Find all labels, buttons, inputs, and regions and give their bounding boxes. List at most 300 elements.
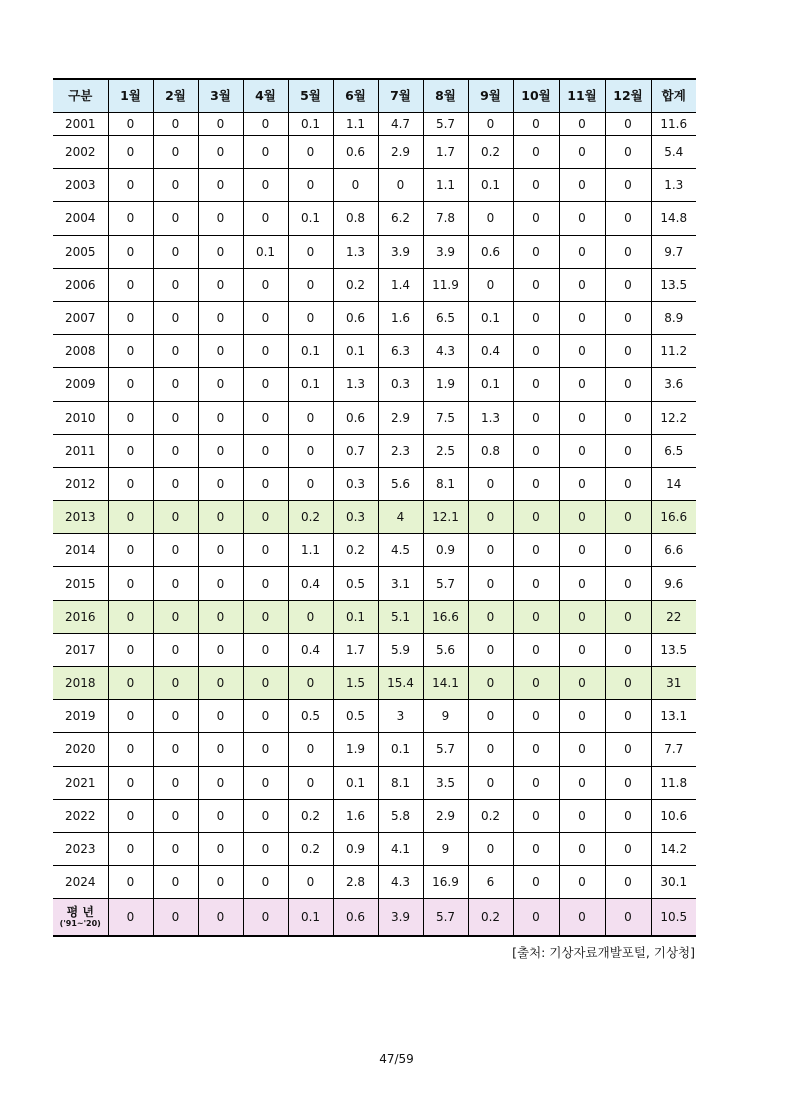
table-row [53,700,696,733]
value-cell: 0 [108,136,153,169]
table-row [53,600,696,633]
value-cell: 0.1 [243,235,288,268]
value-cell: 1.4 [378,268,423,301]
value-cell: 0.8 [468,434,513,467]
value-cell: 0 [198,368,243,401]
value-cell: 0 [605,401,651,434]
year-cell: 2023 [53,832,108,865]
value-cell: 5.8 [378,799,423,832]
value-cell: 0.2 [333,268,378,301]
year-cell: 2017 [53,633,108,666]
value-cell: 0 [153,799,198,832]
value-cell: 0 [468,567,513,600]
year-cell: 2022 [53,799,108,832]
table-row [53,268,696,301]
value-cell: 0 [108,534,153,567]
value-cell: 0 [108,633,153,666]
table-row [53,301,696,334]
value-cell: 0 [559,534,605,567]
table-row [53,202,696,235]
value-cell: 0 [108,169,153,202]
value-cell: 0 [198,700,243,733]
value-cell: 0 [288,467,333,500]
value-cell: 0 [243,202,288,235]
value-cell: 0.3 [333,467,378,500]
value-cell: 0 [243,301,288,334]
year-cell: 2014 [53,534,108,567]
value-cell: 0.1 [288,335,333,368]
value-cell: 0 [605,136,651,169]
value-cell: 0 [468,113,513,136]
value-cell: 0 [198,832,243,865]
value-cell: 0 [605,335,651,368]
value-cell: 0 [108,113,153,136]
table-row [53,633,696,666]
value-cell: 0 [198,335,243,368]
value-cell: 0 [108,600,153,633]
value-cell: 4.1 [378,832,423,865]
value-cell: 0 [243,567,288,600]
value-cell: 0.9 [423,534,468,567]
value-cell: 1.3 [468,401,513,434]
value-cell: 0.6 [333,136,378,169]
value-cell: 0 [198,733,243,766]
value-cell: 0 [153,866,198,899]
value-cell: 0 [153,136,198,169]
value-cell: 0 [108,766,153,799]
normal-label-cell [53,899,108,937]
value-cell: 0 [288,866,333,899]
value-cell: 8.1 [378,766,423,799]
header-cell: 2월 [153,79,198,113]
value-cell: 0 [605,866,651,899]
table-row [53,733,696,766]
table-row [53,866,696,899]
value-cell: 0 [513,766,559,799]
value-cell: 2.9 [378,401,423,434]
value-cell: 0 [288,733,333,766]
value-cell: 15.4 [378,667,423,700]
value-cell: 5.9 [378,633,423,666]
header-cell: 9월 [468,79,513,113]
value-cell: 0 [513,700,559,733]
value-cell: 0 [559,335,605,368]
value-cell: 0 [243,799,288,832]
value-cell: 0 [243,899,288,937]
value-cell: 0 [513,202,559,235]
value-cell: 0 [108,899,153,937]
value-cell: 0 [153,899,198,937]
value-cell: 0.1 [468,368,513,401]
value-cell: 0.2 [288,501,333,534]
table-row [53,567,696,600]
total-cell: 13.5 [651,633,696,666]
year-cell: 2012 [53,467,108,500]
value-cell: 5.6 [378,467,423,500]
value-cell: 0 [513,799,559,832]
value-cell: 0.3 [378,368,423,401]
total-cell: 14.8 [651,202,696,235]
value-cell: 0 [108,301,153,334]
value-cell: 0 [559,866,605,899]
total-cell: 13.1 [651,700,696,733]
value-cell: 0 [108,866,153,899]
value-cell: 0 [468,766,513,799]
value-cell: 0 [468,733,513,766]
total-cell: 14 [651,467,696,500]
value-cell: 0 [559,136,605,169]
value-cell: 0 [198,600,243,633]
value-cell: 0 [108,434,153,467]
table-row [53,534,696,567]
year-cell: 2007 [53,301,108,334]
value-cell: 0 [559,700,605,733]
value-cell: 0 [288,667,333,700]
header-cell: 10월 [513,79,559,113]
value-cell: 0 [513,534,559,567]
value-cell: 0 [513,832,559,865]
total-cell: 7.7 [651,733,696,766]
year-cell: 2024 [53,866,108,899]
total-cell: 1.3 [651,169,696,202]
value-cell: 0 [198,169,243,202]
year-cell: 2015 [53,567,108,600]
value-cell: 0 [559,235,605,268]
total-cell: 8.9 [651,301,696,334]
value-cell: 0.5 [333,567,378,600]
value-cell: 0 [288,136,333,169]
value-cell: 0 [243,368,288,401]
value-cell: 0 [559,766,605,799]
value-cell: 4.5 [378,534,423,567]
value-cell: 0 [243,335,288,368]
year-cell: 2002 [53,136,108,169]
value-cell: 1.3 [333,235,378,268]
value-cell: 5.6 [423,633,468,666]
year-cell: 2019 [53,700,108,733]
total-cell: 12.2 [651,401,696,434]
value-cell: 0 [513,268,559,301]
value-cell: 0.1 [333,335,378,368]
value-cell: 0 [513,600,559,633]
value-cell: 0 [559,633,605,666]
value-cell: 0 [153,401,198,434]
value-cell: 0 [243,766,288,799]
value-cell: 3.9 [378,899,423,937]
value-cell: 0 [198,866,243,899]
value-cell: 0 [243,600,288,633]
value-cell: 0 [605,667,651,700]
year-cell: 2001 [53,113,108,136]
value-cell: 0 [513,633,559,666]
value-cell: 0 [243,667,288,700]
header-cell: 12월 [605,79,651,113]
value-cell: 0 [108,202,153,235]
value-cell: 0 [108,401,153,434]
year-cell: 2018 [53,667,108,700]
value-cell: 9 [423,832,468,865]
total-cell: 3.6 [651,368,696,401]
value-cell: 0.2 [333,534,378,567]
value-cell: 1.6 [378,301,423,334]
value-cell: 0 [108,235,153,268]
value-cell: 16.6 [423,600,468,633]
value-cell: 0.8 [333,202,378,235]
value-cell: 0 [513,434,559,467]
value-cell: 3.9 [423,235,468,268]
value-cell: 4.7 [378,113,423,136]
value-cell: 0.2 [288,832,333,865]
value-cell: 0 [468,700,513,733]
value-cell: 0 [559,434,605,467]
value-cell: 5.1 [378,600,423,633]
total-cell: 30.1 [651,866,696,899]
value-cell: 0 [468,467,513,500]
value-cell: 0.2 [468,899,513,937]
value-cell: 7.8 [423,202,468,235]
value-cell: 0.1 [288,368,333,401]
normal-row [53,899,696,937]
value-cell: 0 [153,301,198,334]
value-cell: 0 [243,501,288,534]
value-cell: 0 [108,501,153,534]
value-cell: 0 [153,202,198,235]
year-cell: 2010 [53,401,108,434]
value-cell: 11.9 [423,268,468,301]
value-cell: 0 [153,335,198,368]
value-cell: 0 [108,667,153,700]
value-cell: 6.2 [378,202,423,235]
value-cell: 0.2 [288,799,333,832]
value-cell: 5.7 [423,733,468,766]
value-cell: 0 [468,534,513,567]
value-cell: 0 [153,534,198,567]
value-cell: 0 [108,733,153,766]
value-cell: 1.9 [333,733,378,766]
total-cell: 10.5 [651,899,696,937]
value-cell: 0 [605,534,651,567]
header-cell: 합계 [651,79,696,113]
value-cell: 0 [198,301,243,334]
header-cell: 11월 [559,79,605,113]
value-cell: 2.8 [333,866,378,899]
value-cell: 0 [288,235,333,268]
value-cell: 0 [243,866,288,899]
value-cell: 0 [198,401,243,434]
value-cell: 0 [153,667,198,700]
value-cell: 0 [243,733,288,766]
value-cell: 0 [198,467,243,500]
total-cell: 11.2 [651,335,696,368]
year-cell: 2013 [53,501,108,534]
value-cell: 9 [423,700,468,733]
value-cell: 0.5 [288,700,333,733]
value-cell: 0 [153,113,198,136]
header-cell: 7월 [378,79,423,113]
value-cell: 0 [153,169,198,202]
value-cell: 0 [468,501,513,534]
table-row [53,401,696,434]
value-cell: 0 [559,600,605,633]
value-cell: 0 [243,467,288,500]
header-cell: 6월 [333,79,378,113]
value-cell: 0 [153,733,198,766]
value-cell: 3 [378,700,423,733]
value-cell: 0 [108,335,153,368]
page-number: 47/59 [379,1052,414,1066]
total-cell: 11.6 [651,113,696,136]
value-cell: 0 [559,467,605,500]
value-cell: 0 [513,113,559,136]
value-cell: 0 [288,301,333,334]
value-cell: 5.7 [423,567,468,600]
value-cell: 0 [108,368,153,401]
header-cell: 8월 [423,79,468,113]
table-row [53,335,696,368]
value-cell: 5.7 [423,113,468,136]
value-cell: 0 [468,202,513,235]
value-cell: 0 [559,368,605,401]
value-cell: 0 [605,633,651,666]
value-cell: 0 [108,799,153,832]
table-row [53,799,696,832]
value-cell: 0.7 [333,434,378,467]
value-cell: 3.9 [378,235,423,268]
header-cell: 1월 [108,79,153,113]
value-cell: 2.5 [423,434,468,467]
header-cell: 3월 [198,79,243,113]
total-cell: 9.7 [651,235,696,268]
value-cell: 0 [198,202,243,235]
total-cell: 14.2 [651,832,696,865]
table-row [53,136,696,169]
value-cell: 1.1 [288,534,333,567]
year-cell: 2011 [53,434,108,467]
value-cell: 0 [153,501,198,534]
value-cell: 0 [153,235,198,268]
value-cell: 0 [513,301,559,334]
year-cell: 2008 [53,335,108,368]
table-row [53,434,696,467]
value-cell: 0 [243,434,288,467]
value-cell: 0 [378,169,423,202]
normal-period: ('91~'20) [59,919,101,929]
value-cell: 0 [605,766,651,799]
value-cell: 0 [513,368,559,401]
value-cell: 0 [153,766,198,799]
value-cell: 0 [198,766,243,799]
value-cell: 0 [513,567,559,600]
total-cell: 31 [651,667,696,700]
value-cell: 7.5 [423,401,468,434]
total-cell: 22 [651,600,696,633]
year-cell: 2003 [53,169,108,202]
value-cell: 0 [198,799,243,832]
value-cell: 2.9 [378,136,423,169]
value-cell: 0 [513,401,559,434]
value-cell: 0.1 [333,766,378,799]
value-cell: 0 [513,136,559,169]
table-header-row [53,79,696,113]
value-cell: 0.4 [288,633,333,666]
value-cell: 0.6 [333,899,378,937]
value-cell: 0 [288,169,333,202]
value-cell: 0 [513,169,559,202]
value-cell: 1.6 [333,799,378,832]
value-cell: 0 [108,832,153,865]
value-cell: 0 [559,301,605,334]
value-cell: 0 [243,534,288,567]
value-cell: 0 [513,866,559,899]
value-cell: 4.3 [378,866,423,899]
value-cell: 0 [605,301,651,334]
value-cell: 1.5 [333,667,378,700]
value-cell: 0 [198,136,243,169]
value-cell: 6.5 [423,301,468,334]
value-cell: 0 [605,501,651,534]
value-cell: 0 [605,700,651,733]
total-cell: 11.8 [651,766,696,799]
value-cell: 6.3 [378,335,423,368]
value-cell: 0 [513,467,559,500]
value-cell: 0 [108,700,153,733]
value-cell: 0 [605,368,651,401]
value-cell: 8.1 [423,467,468,500]
value-cell: 0 [559,501,605,534]
value-cell: 0 [605,799,651,832]
value-cell: 0 [468,832,513,865]
total-cell: 16.6 [651,501,696,534]
year-cell: 2004 [53,202,108,235]
value-cell: 0.2 [468,136,513,169]
value-cell: 0 [198,534,243,567]
value-cell: 0.1 [333,600,378,633]
total-cell: 13.5 [651,268,696,301]
value-cell: 0 [288,600,333,633]
value-cell: 0 [559,567,605,600]
value-cell: 1.3 [333,368,378,401]
value-cell: 0 [468,268,513,301]
value-cell: 1.1 [423,169,468,202]
header-category: 구분 [53,79,108,113]
value-cell: 0 [243,832,288,865]
table-row [53,832,696,865]
value-cell: 0.1 [288,202,333,235]
value-cell: 12.1 [423,501,468,534]
value-cell: 0.4 [468,335,513,368]
value-cell: 0 [153,467,198,500]
value-cell: 0 [559,799,605,832]
value-cell: 0 [605,467,651,500]
value-cell: 0 [108,268,153,301]
value-cell: 3.1 [378,567,423,600]
value-cell: 0.1 [468,301,513,334]
value-cell: 0.1 [288,113,333,136]
value-cell: 0 [559,832,605,865]
value-cell: 0 [605,169,651,202]
header-cell: 4월 [243,79,288,113]
value-cell: 0 [198,268,243,301]
value-cell: 0 [198,633,243,666]
value-cell: 0 [559,268,605,301]
value-cell: 0.6 [333,401,378,434]
value-cell: 0 [243,169,288,202]
value-cell: 0.3 [333,501,378,534]
total-cell: 6.5 [651,434,696,467]
value-cell: 0 [559,169,605,202]
value-cell: 0 [605,899,651,937]
value-cell: 0 [288,766,333,799]
